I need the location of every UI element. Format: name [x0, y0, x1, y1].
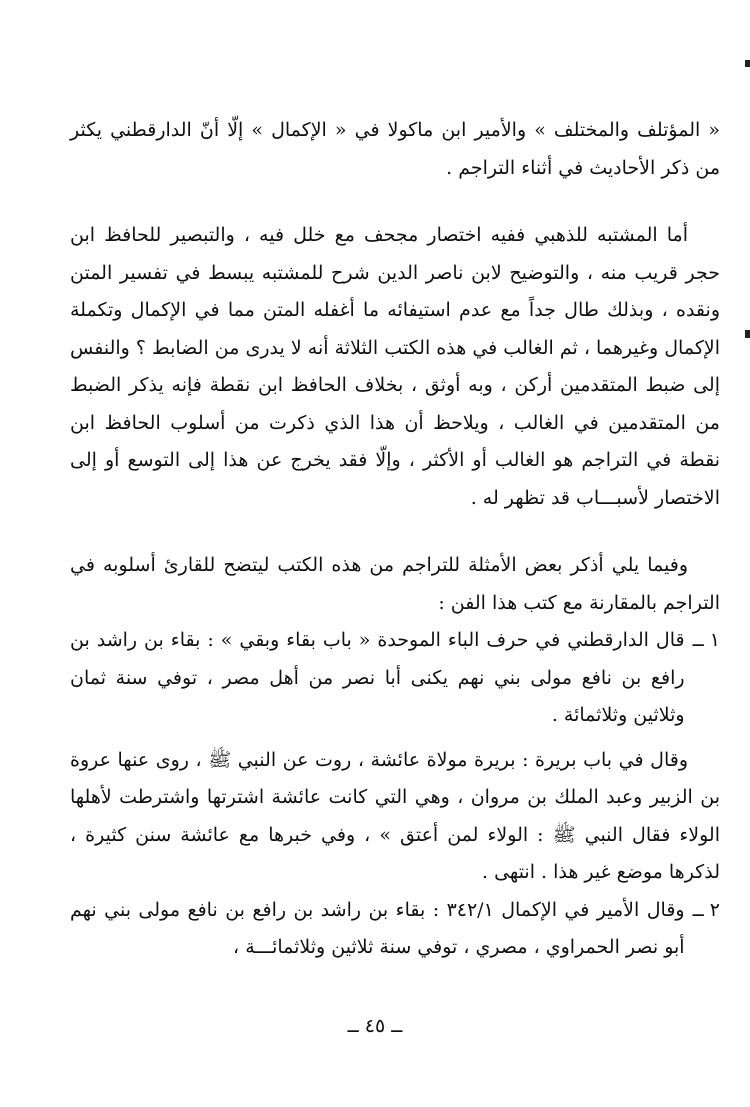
edge-mark	[745, 330, 750, 338]
list-item-1	[70, 622, 720, 735]
page-number: ــ ٤٥ ــ	[347, 1015, 403, 1037]
list-item-2	[70, 892, 720, 967]
paragraph-4: وقال في باب بريرة : بريرة مولاة عائشة ، روت عن النبي ﷺ ، روى عنها عروة بن الزبير وعبد الملك بن مروان ، وهي التي كانت عائشة اشترتها واشترطت لأهلها الولاء فقال النبي ﷺ : الولاء لمن أعتق » ، وفي خبرها مع عائشة سنن كثيرة ، لذكرها موضع غير هذا . انتهى .	[70, 748, 720, 883]
paragraph-3: وفيما يلي أذكر بعض الأمثلة للتراجم من هذه الكتب ليتضح للقارئ أسلوبه في التراجم بالمقارنة مع كتب هذا الفن :	[70, 554, 720, 614]
paragraph-1: « المؤتلف والمختلف » والأمير ابن ماكولا في « الإكمال » إلّا أنّ الدارقطني يكثر من ذكر الأحاديث في أثناء التراجم .	[70, 119, 720, 179]
list-item-text: قال الدارقطني في حرف الباء الموحدة « باب بقاء وبقي » : بقاء بن راشد بن رافع بن نافع مولى بني نهم يكنى أبا نصر من أهل مصر ، توفي سنة ثمان وثلاثين وثلاثمائة .	[70, 629, 685, 726]
list-item-number: ١ ــ	[692, 629, 720, 651]
paragraph-2: أما المشتبه للذهبي ففيه اختصار مجحف مع خلل فيه ، والتبصير للحافظ ابن حجر قريب منه ، والتوضيح لابن ناصر الدين شرح للمشتبه يبسط في تفسير المتن ونقده ، وبذلك طال جداً مع عدم استيفائه ما أغفله المتن مما في الإكمال وتكملة الإكمال وغيرهما ، ثم الغالب في هذه الكتب الثلاثة أنه لا يدرى من الضابط ؟ والنفس إلى ضبط المتقدمين أركن ، وبه أوثق ، بخلاف الحافظ ابن نقطة فإنه يذكر الضبط من المتقدمين في الغالب ، ويلاحظ أن هذا الذي ذكرت من أسلوب الحافظ ابن نقطة في التراجم هو الغالب أو الأكثر ، وإلّا فقد يخرج عن هذا إلى التوسع أو إلى الاختصار لأسبـــاب قد تظهر له .	[70, 224, 720, 509]
body-text	[70, 112, 720, 967]
list-item-text: وقال الأمير في الإكمال ٣٤٢/١ : بقاء بن راشد بن رافع بن نافع مولى بني نهم أبو نصر الحمراوي ، مصري ، توفي سنة ثلاثين وثلاثمائـــة ،	[70, 898, 685, 958]
edge-mark	[745, 60, 750, 67]
list-item-number: ٢ ــ	[692, 898, 720, 921]
